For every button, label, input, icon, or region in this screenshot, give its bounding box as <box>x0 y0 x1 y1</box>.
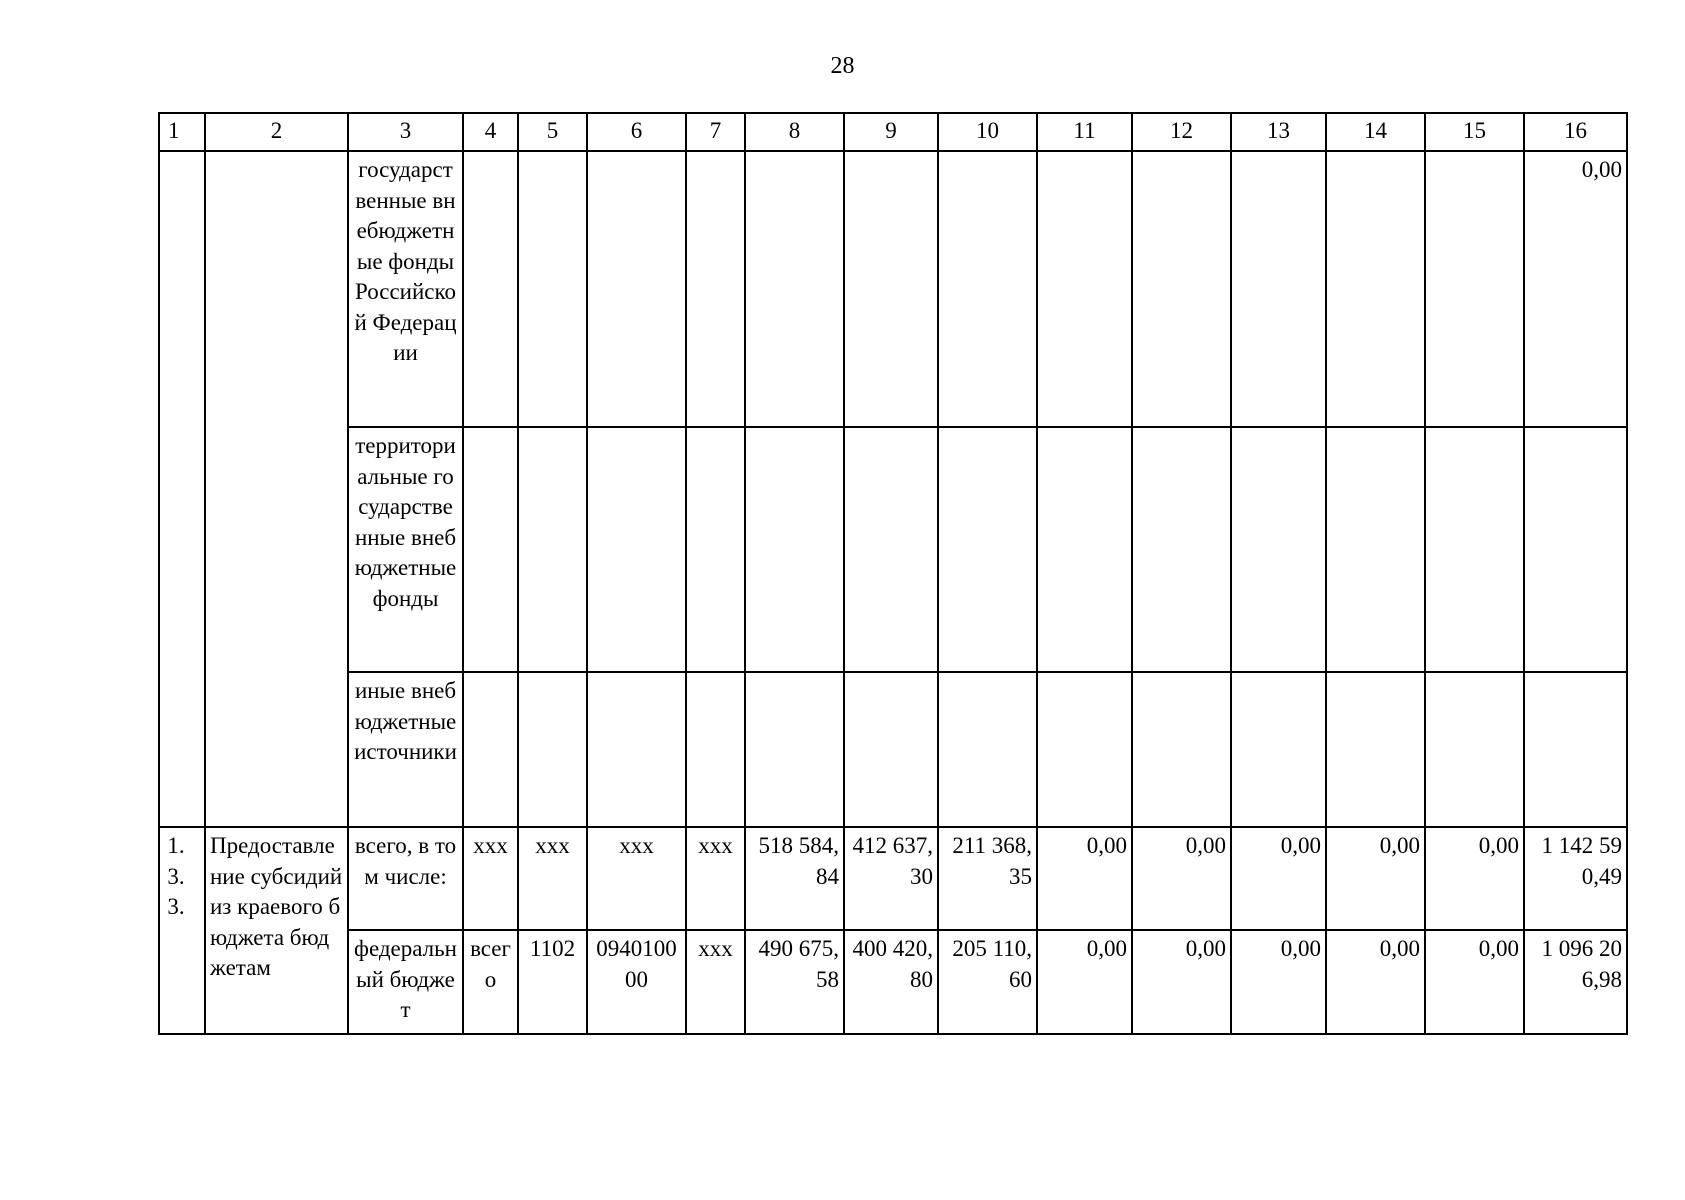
amount-cell: 0,00 <box>1326 827 1425 930</box>
column-number: 14 <box>1326 113 1425 151</box>
column-number: 4 <box>463 113 518 151</box>
amount-cell: 211 368,35 <box>938 827 1037 930</box>
table-cell <box>686 151 745 427</box>
amount-cell: 0,00 <box>1425 930 1524 1034</box>
table-cell <box>1037 427 1132 672</box>
table-cell <box>1326 672 1425 827</box>
funding-source-cell: федеральный бюджет <box>348 930 463 1034</box>
table-cell <box>844 427 938 672</box>
amount-cell: 0,00 <box>1326 930 1425 1034</box>
table-cell <box>1425 672 1524 827</box>
column-number-row <box>159 113 1627 151</box>
table-cell <box>587 151 686 427</box>
table-cell <box>1037 672 1132 827</box>
table-cell <box>1326 427 1425 672</box>
amount-cell: 205 110,60 <box>938 930 1037 1034</box>
amount-cell: 0,00 <box>1132 930 1231 1034</box>
table-cell <box>1326 151 1425 427</box>
amount-cell: 0,00 <box>1231 930 1326 1034</box>
funding-source-cell: территориальные государственные внебюджетные фонды <box>348 427 463 672</box>
code-cell: ххх <box>518 827 587 930</box>
column-number: 12 <box>1132 113 1231 151</box>
table-cell <box>938 672 1037 827</box>
table-cell <box>159 151 205 827</box>
table-cell <box>1425 427 1524 672</box>
amount-cell: 0,00 <box>1037 930 1132 1034</box>
table-cell <box>518 427 587 672</box>
total-cell: 0,00 <box>1524 151 1627 427</box>
table-cell <box>844 672 938 827</box>
table-row <box>159 672 1627 827</box>
code-cell: 094010000 <box>587 930 686 1034</box>
item-description: Предоставление субсидий из краевого бюджета бюджетам <box>205 827 348 1034</box>
table-cell <box>686 427 745 672</box>
column-number: 2 <box>205 113 348 151</box>
table-cell <box>745 427 844 672</box>
table-row <box>159 827 1627 930</box>
table-row <box>159 930 1627 1034</box>
amount-cell: 400 420,80 <box>844 930 938 1034</box>
code-cell: всего <box>463 930 518 1034</box>
column-number: 3 <box>348 113 463 151</box>
amount-cell: 412 637,30 <box>844 827 938 930</box>
column-number: 1 <box>159 113 205 151</box>
table-cell <box>1231 151 1326 427</box>
item-number: 1.3.3. <box>159 827 205 1034</box>
code-cell: ххх <box>463 827 518 930</box>
code-cell: ххх <box>587 827 686 930</box>
table-cell <box>205 151 348 827</box>
column-number: 9 <box>844 113 938 151</box>
column-number: 6 <box>587 113 686 151</box>
table-cell <box>1132 151 1231 427</box>
column-number: 5 <box>518 113 587 151</box>
table-cell <box>1231 672 1326 827</box>
table-row <box>159 427 1627 672</box>
funding-source-cell: иные внебюджетные источники <box>348 672 463 827</box>
table-cell <box>1037 151 1132 427</box>
column-number: 8 <box>745 113 844 151</box>
amount-cell: 0,00 <box>1132 827 1231 930</box>
page-number: 28 <box>830 53 855 79</box>
table-cell <box>463 672 518 827</box>
funding-source-cell: государственные внебюджетные фонды Российской Федерации <box>348 151 463 427</box>
table-cell <box>1524 427 1627 672</box>
table-cell <box>587 672 686 827</box>
column-number: 7 <box>686 113 745 151</box>
amount-cell: 490 675,58 <box>745 930 844 1034</box>
table-cell <box>1231 427 1326 672</box>
table-cell <box>844 151 938 427</box>
column-number: 16 <box>1524 113 1627 151</box>
table-cell <box>463 151 518 427</box>
table-cell <box>938 151 1037 427</box>
code-cell: ххх <box>686 930 745 1034</box>
table-cell <box>587 427 686 672</box>
table-cell <box>1425 151 1524 427</box>
funding-source-cell: всего, в том числе: <box>348 827 463 930</box>
column-number: 15 <box>1425 113 1524 151</box>
amount-cell: 0,00 <box>1037 827 1132 930</box>
table-cell <box>518 672 587 827</box>
column-number: 11 <box>1037 113 1132 151</box>
table-cell <box>518 151 587 427</box>
table-row <box>159 151 1627 427</box>
table-cell <box>463 427 518 672</box>
amount-cell: 0,00 <box>1425 827 1524 930</box>
amount-cell: 0,00 <box>1231 827 1326 930</box>
column-number: 10 <box>938 113 1037 151</box>
total-cell: 1 096 206,98 <box>1524 930 1627 1034</box>
total-cell: 1 142 590,49 <box>1524 827 1627 930</box>
table-cell <box>745 672 844 827</box>
table-cell <box>686 672 745 827</box>
table-cell <box>745 151 844 427</box>
budget-table <box>158 112 1628 1035</box>
code-cell: ххх <box>686 827 745 930</box>
column-number: 13 <box>1231 113 1326 151</box>
table-cell <box>938 427 1037 672</box>
amount-cell: 518 584,84 <box>745 827 844 930</box>
table-cell <box>1132 427 1231 672</box>
code-cell: 1102 <box>518 930 587 1034</box>
table-cell <box>1132 672 1231 827</box>
table-cell <box>1524 672 1627 827</box>
